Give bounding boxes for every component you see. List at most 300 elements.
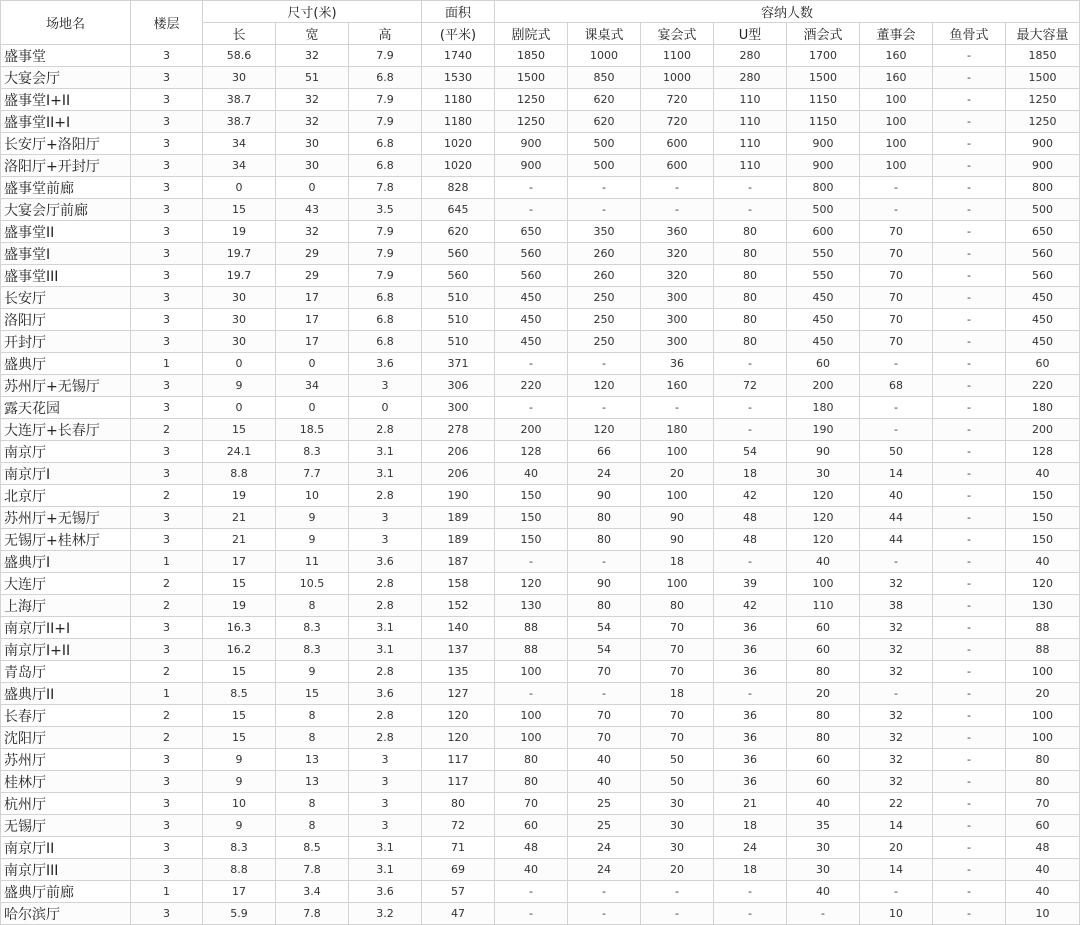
cell-boardroom: - xyxy=(860,177,933,199)
cell-floor: 3 xyxy=(131,397,203,419)
cell-height: 6.8 xyxy=(349,287,422,309)
cell-venue-name: 开封厅 xyxy=(1,331,131,353)
cell-banquet: 20 xyxy=(641,859,714,881)
cell-floor: 3 xyxy=(131,331,203,353)
cell-height: 3.5 xyxy=(349,199,422,221)
cell-venue-name: 哈尔滨厅 xyxy=(1,903,131,925)
cell-area: 120 xyxy=(422,705,495,727)
cell-length: 24.1 xyxy=(203,441,276,463)
cell-area: 117 xyxy=(422,749,495,771)
cell-classroom: 70 xyxy=(568,705,641,727)
cell-cocktail: 80 xyxy=(787,705,860,727)
cell-area: 71 xyxy=(422,837,495,859)
cell-theater: 80 xyxy=(495,749,568,771)
table-row xyxy=(1,639,1080,661)
cell-u-shape: - xyxy=(714,903,787,925)
cell-area: 1180 xyxy=(422,111,495,133)
cell-cocktail: 900 xyxy=(787,155,860,177)
cell-boardroom: 100 xyxy=(860,155,933,177)
cell-u-shape: 280 xyxy=(714,45,787,67)
cell-floor: 3 xyxy=(131,771,203,793)
cell-venue-name: 大连厅+长春厅 xyxy=(1,419,131,441)
cell-u-shape: 110 xyxy=(714,155,787,177)
cell-boardroom: 32 xyxy=(860,661,933,683)
cell-floor: 1 xyxy=(131,683,203,705)
cell-area: 510 xyxy=(422,287,495,309)
cell-boardroom: 70 xyxy=(860,309,933,331)
cell-width: 11 xyxy=(276,551,349,573)
cell-floor: 2 xyxy=(131,705,203,727)
cell-u-shape: - xyxy=(714,353,787,375)
cell-cocktail: - xyxy=(787,903,860,925)
cell-herringbone: - xyxy=(933,639,1006,661)
cell-length: 19 xyxy=(203,595,276,617)
cell-boardroom: 70 xyxy=(860,331,933,353)
cell-classroom: 80 xyxy=(568,507,641,529)
cell-floor: 3 xyxy=(131,749,203,771)
table-row xyxy=(1,551,1080,573)
cell-length: 0 xyxy=(203,397,276,419)
cell-herringbone: - xyxy=(933,551,1006,573)
cell-area: 152 xyxy=(422,595,495,617)
cell-banquet: 600 xyxy=(641,155,714,177)
cell-area: 306 xyxy=(422,375,495,397)
table-row xyxy=(1,617,1080,639)
cell-floor: 3 xyxy=(131,133,203,155)
cell-theater: 1500 xyxy=(495,67,568,89)
cell-venue-name: 洛阳厅+开封厅 xyxy=(1,155,131,177)
cell-floor: 3 xyxy=(131,617,203,639)
cell-classroom: 620 xyxy=(568,111,641,133)
table-row xyxy=(1,419,1080,441)
cell-area: 206 xyxy=(422,463,495,485)
cell-width: 8.3 xyxy=(276,639,349,661)
table-row xyxy=(1,573,1080,595)
cell-banquet: 30 xyxy=(641,815,714,837)
cell-venue-name: 南京厅III xyxy=(1,859,131,881)
cell-venue-name: 南京厅II xyxy=(1,837,131,859)
cell-venue-name: 南京厅II+I xyxy=(1,617,131,639)
cell-banquet: 360 xyxy=(641,221,714,243)
cell-max-capacity: 40 xyxy=(1006,551,1080,573)
cell-classroom: 40 xyxy=(568,771,641,793)
cell-length: 9 xyxy=(203,771,276,793)
cell-banquet: 18 xyxy=(641,683,714,705)
cell-herringbone: - xyxy=(933,705,1006,727)
cell-cocktail: 90 xyxy=(787,441,860,463)
cell-classroom: - xyxy=(568,903,641,925)
cell-length: 8.5 xyxy=(203,683,276,705)
cell-venue-name: 苏州厅 xyxy=(1,749,131,771)
cell-floor: 3 xyxy=(131,837,203,859)
table-row xyxy=(1,837,1080,859)
cell-area: 187 xyxy=(422,551,495,573)
cell-u-shape: 18 xyxy=(714,859,787,881)
cell-classroom: 350 xyxy=(568,221,641,243)
cell-width: 32 xyxy=(276,111,349,133)
cell-width: 8.3 xyxy=(276,617,349,639)
cell-area: 560 xyxy=(422,265,495,287)
cell-length: 15 xyxy=(203,705,276,727)
cell-max-capacity: 150 xyxy=(1006,529,1080,551)
cell-boardroom: 160 xyxy=(860,45,933,67)
table-row xyxy=(1,815,1080,837)
col-header-width: 宽 xyxy=(276,23,349,45)
cell-height: 3.6 xyxy=(349,551,422,573)
cell-height: 3.6 xyxy=(349,881,422,903)
cell-max-capacity: 560 xyxy=(1006,265,1080,287)
table-row xyxy=(1,859,1080,881)
cell-height: 7.9 xyxy=(349,89,422,111)
table-row xyxy=(1,331,1080,353)
cell-boardroom: 50 xyxy=(860,441,933,463)
cell-herringbone: - xyxy=(933,903,1006,925)
cell-max-capacity: 500 xyxy=(1006,199,1080,221)
cell-u-shape: 110 xyxy=(714,133,787,155)
cell-height: 6.8 xyxy=(349,67,422,89)
cell-banquet: 50 xyxy=(641,771,714,793)
cell-classroom: 90 xyxy=(568,573,641,595)
cell-u-shape: 39 xyxy=(714,573,787,595)
cell-theater: - xyxy=(495,177,568,199)
cell-theater: 150 xyxy=(495,529,568,551)
cell-max-capacity: 80 xyxy=(1006,749,1080,771)
cell-theater: 450 xyxy=(495,287,568,309)
col-header-u-shape: U型 xyxy=(714,23,787,45)
cell-u-shape: 110 xyxy=(714,89,787,111)
cell-cocktail: 35 xyxy=(787,815,860,837)
cell-cocktail: 120 xyxy=(787,529,860,551)
cell-u-shape: - xyxy=(714,551,787,573)
cell-max-capacity: 1250 xyxy=(1006,89,1080,111)
cell-area: 510 xyxy=(422,331,495,353)
cell-length: 16.3 xyxy=(203,617,276,639)
cell-classroom: 250 xyxy=(568,331,641,353)
cell-max-capacity: 80 xyxy=(1006,771,1080,793)
cell-floor: 3 xyxy=(131,199,203,221)
cell-length: 8.8 xyxy=(203,859,276,881)
cell-length: 0 xyxy=(203,353,276,375)
cell-venue-name: 青岛厅 xyxy=(1,661,131,683)
cell-u-shape: - xyxy=(714,177,787,199)
cell-length: 34 xyxy=(203,133,276,155)
cell-cocktail: 190 xyxy=(787,419,860,441)
cell-cocktail: 600 xyxy=(787,221,860,243)
cell-length: 19.7 xyxy=(203,243,276,265)
cell-boardroom: 32 xyxy=(860,639,933,661)
cell-herringbone: - xyxy=(933,463,1006,485)
cell-width: 13 xyxy=(276,771,349,793)
table-row xyxy=(1,397,1080,419)
cell-height: 7.9 xyxy=(349,243,422,265)
cell-height: 2.8 xyxy=(349,727,422,749)
cell-length: 38.7 xyxy=(203,89,276,111)
table-row xyxy=(1,155,1080,177)
cell-cocktail: 30 xyxy=(787,859,860,881)
table-row xyxy=(1,133,1080,155)
cell-floor: 3 xyxy=(131,111,203,133)
table-row xyxy=(1,375,1080,397)
cell-cocktail: 80 xyxy=(787,661,860,683)
cell-length: 19 xyxy=(203,485,276,507)
cell-length: 30 xyxy=(203,287,276,309)
cell-herringbone: - xyxy=(933,595,1006,617)
cell-floor: 2 xyxy=(131,485,203,507)
cell-floor: 3 xyxy=(131,859,203,881)
cell-width: 18.5 xyxy=(276,419,349,441)
cell-venue-name: 盛事堂II xyxy=(1,221,131,243)
cell-floor: 3 xyxy=(131,243,203,265)
cell-herringbone: - xyxy=(933,771,1006,793)
cell-max-capacity: 1850 xyxy=(1006,45,1080,67)
cell-theater: 450 xyxy=(495,331,568,353)
table-row xyxy=(1,111,1080,133)
cell-theater: 80 xyxy=(495,771,568,793)
cell-max-capacity: 40 xyxy=(1006,463,1080,485)
table-row xyxy=(1,903,1080,925)
cell-width: 8.5 xyxy=(276,837,349,859)
cell-width: 8 xyxy=(276,727,349,749)
cell-height: 3 xyxy=(349,771,422,793)
cell-area: 1740 xyxy=(422,45,495,67)
cell-u-shape: 36 xyxy=(714,639,787,661)
cell-length: 15 xyxy=(203,661,276,683)
table-row xyxy=(1,221,1080,243)
cell-theater: 150 xyxy=(495,507,568,529)
cell-banquet: 320 xyxy=(641,265,714,287)
cell-cocktail: 450 xyxy=(787,331,860,353)
cell-theater: 650 xyxy=(495,221,568,243)
cell-venue-name: 南京厅 xyxy=(1,441,131,463)
cell-theater: 1250 xyxy=(495,89,568,111)
cell-width: 9 xyxy=(276,529,349,551)
cell-max-capacity: 88 xyxy=(1006,639,1080,661)
cell-u-shape: 48 xyxy=(714,529,787,551)
cell-classroom: 54 xyxy=(568,639,641,661)
cell-height: 3 xyxy=(349,815,422,837)
cell-width: 9 xyxy=(276,661,349,683)
cell-herringbone: - xyxy=(933,89,1006,111)
cell-floor: 3 xyxy=(131,507,203,529)
cell-boardroom: 160 xyxy=(860,67,933,89)
cell-cocktail: 40 xyxy=(787,551,860,573)
cell-height: 2.8 xyxy=(349,485,422,507)
cell-venue-name: 洛阳厅 xyxy=(1,309,131,331)
cell-width: 29 xyxy=(276,265,349,287)
cell-length: 8.3 xyxy=(203,837,276,859)
cell-area: 371 xyxy=(422,353,495,375)
cell-width: 7.7 xyxy=(276,463,349,485)
cell-classroom: - xyxy=(568,353,641,375)
cell-u-shape: 280 xyxy=(714,67,787,89)
cell-herringbone: - xyxy=(933,287,1006,309)
cell-height: 2.8 xyxy=(349,573,422,595)
cell-classroom: 250 xyxy=(568,309,641,331)
cell-max-capacity: 560 xyxy=(1006,243,1080,265)
cell-u-shape: 24 xyxy=(714,837,787,859)
cell-height: 2.8 xyxy=(349,419,422,441)
cell-venue-name: 盛典厅前廊 xyxy=(1,881,131,903)
col-header-area-unit: (平米) xyxy=(422,23,495,45)
cell-cocktail: 800 xyxy=(787,177,860,199)
cell-boardroom: 22 xyxy=(860,793,933,815)
cell-venue-name: 苏州厅+无锡厅 xyxy=(1,507,131,529)
cell-width: 17 xyxy=(276,287,349,309)
cell-theater: 70 xyxy=(495,793,568,815)
cell-boardroom: 14 xyxy=(860,815,933,837)
cell-boardroom: 38 xyxy=(860,595,933,617)
cell-length: 15 xyxy=(203,419,276,441)
table-row xyxy=(1,705,1080,727)
cell-boardroom: - xyxy=(860,881,933,903)
cell-herringbone: - xyxy=(933,221,1006,243)
cell-max-capacity: 800 xyxy=(1006,177,1080,199)
cell-width: 17 xyxy=(276,331,349,353)
cell-u-shape: 18 xyxy=(714,815,787,837)
cell-max-capacity: 450 xyxy=(1006,287,1080,309)
cell-u-shape: 36 xyxy=(714,617,787,639)
cell-length: 9 xyxy=(203,749,276,771)
cell-area: 137 xyxy=(422,639,495,661)
cell-length: 15 xyxy=(203,573,276,595)
col-header-name: 场地名 xyxy=(1,1,131,45)
table-row xyxy=(1,45,1080,67)
cell-width: 15 xyxy=(276,683,349,705)
cell-area: 1020 xyxy=(422,155,495,177)
cell-cocktail: 60 xyxy=(787,353,860,375)
cell-max-capacity: 128 xyxy=(1006,441,1080,463)
cell-area: 828 xyxy=(422,177,495,199)
cell-height: 2.8 xyxy=(349,595,422,617)
cell-floor: 1 xyxy=(131,353,203,375)
cell-width: 7.8 xyxy=(276,859,349,881)
cell-theater: 200 xyxy=(495,419,568,441)
cell-max-capacity: 180 xyxy=(1006,397,1080,419)
cell-classroom: - xyxy=(568,397,641,419)
cell-cocktail: 80 xyxy=(787,727,860,749)
cell-boardroom: 44 xyxy=(860,529,933,551)
cell-theater: 220 xyxy=(495,375,568,397)
cell-max-capacity: 650 xyxy=(1006,221,1080,243)
cell-max-capacity: 220 xyxy=(1006,375,1080,397)
cell-u-shape: 80 xyxy=(714,221,787,243)
cell-herringbone: - xyxy=(933,133,1006,155)
cell-cocktail: 500 xyxy=(787,199,860,221)
cell-max-capacity: 120 xyxy=(1006,573,1080,595)
cell-theater: - xyxy=(495,397,568,419)
cell-u-shape: 72 xyxy=(714,375,787,397)
cell-max-capacity: 40 xyxy=(1006,859,1080,881)
table-row xyxy=(1,67,1080,89)
cell-u-shape: - xyxy=(714,397,787,419)
cell-venue-name: 露天花园 xyxy=(1,397,131,419)
cell-u-shape: 42 xyxy=(714,595,787,617)
cell-venue-name: 南京厅I+II xyxy=(1,639,131,661)
cell-theater: 88 xyxy=(495,617,568,639)
cell-herringbone: - xyxy=(933,243,1006,265)
cell-venue-name: 上海厅 xyxy=(1,595,131,617)
cell-u-shape: 80 xyxy=(714,331,787,353)
cell-floor: 2 xyxy=(131,419,203,441)
cell-length: 30 xyxy=(203,309,276,331)
cell-area: 189 xyxy=(422,507,495,529)
cell-floor: 3 xyxy=(131,177,203,199)
cell-cocktail: 60 xyxy=(787,749,860,771)
cell-length: 38.7 xyxy=(203,111,276,133)
cell-u-shape: - xyxy=(714,683,787,705)
cell-width: 10.5 xyxy=(276,573,349,595)
table-row xyxy=(1,199,1080,221)
cell-length: 21 xyxy=(203,507,276,529)
cell-area: 47 xyxy=(422,903,495,925)
cell-width: 43 xyxy=(276,199,349,221)
cell-u-shape: 48 xyxy=(714,507,787,529)
cell-area: 1020 xyxy=(422,133,495,155)
cell-boardroom: 40 xyxy=(860,485,933,507)
cell-boardroom: 68 xyxy=(860,375,933,397)
table-row xyxy=(1,287,1080,309)
cell-height: 3 xyxy=(349,749,422,771)
cell-width: 51 xyxy=(276,67,349,89)
cell-herringbone: - xyxy=(933,793,1006,815)
cell-cocktail: 1500 xyxy=(787,67,860,89)
cell-height: 3 xyxy=(349,529,422,551)
cell-classroom: 250 xyxy=(568,287,641,309)
cell-theater: 900 xyxy=(495,133,568,155)
cell-floor: 3 xyxy=(131,529,203,551)
cell-height: 7.9 xyxy=(349,111,422,133)
cell-theater: - xyxy=(495,683,568,705)
cell-floor: 3 xyxy=(131,639,203,661)
cell-herringbone: - xyxy=(933,661,1006,683)
cell-width: 10 xyxy=(276,485,349,507)
cell-herringbone: - xyxy=(933,331,1006,353)
table-row xyxy=(1,595,1080,617)
cell-max-capacity: 450 xyxy=(1006,331,1080,353)
cell-floor: 3 xyxy=(131,903,203,925)
cell-cocktail: 550 xyxy=(787,243,860,265)
cell-width: 32 xyxy=(276,221,349,243)
cell-area: 510 xyxy=(422,309,495,331)
cell-floor: 3 xyxy=(131,463,203,485)
cell-height: 2.8 xyxy=(349,705,422,727)
cell-u-shape: 36 xyxy=(714,749,787,771)
cell-cocktail: 60 xyxy=(787,771,860,793)
cell-classroom: 70 xyxy=(568,661,641,683)
cell-boardroom: 44 xyxy=(860,507,933,529)
table-row xyxy=(1,89,1080,111)
cell-floor: 3 xyxy=(131,67,203,89)
cell-width: 8 xyxy=(276,793,349,815)
cell-banquet: 160 xyxy=(641,375,714,397)
col-header-max-capacity: 最大容量 xyxy=(1006,23,1080,45)
cell-herringbone: - xyxy=(933,375,1006,397)
cell-height: 7.9 xyxy=(349,45,422,67)
cell-length: 0 xyxy=(203,177,276,199)
cell-theater: 100 xyxy=(495,727,568,749)
cell-u-shape: 36 xyxy=(714,771,787,793)
cell-height: 2.8 xyxy=(349,661,422,683)
col-header-cocktail: 酒会式 xyxy=(787,23,860,45)
cell-theater: 40 xyxy=(495,859,568,881)
cell-floor: 3 xyxy=(131,309,203,331)
cell-classroom: - xyxy=(568,177,641,199)
cell-width: 34 xyxy=(276,375,349,397)
cell-classroom: 25 xyxy=(568,793,641,815)
cell-herringbone: - xyxy=(933,573,1006,595)
cell-herringbone: - xyxy=(933,45,1006,67)
cell-u-shape: 36 xyxy=(714,727,787,749)
